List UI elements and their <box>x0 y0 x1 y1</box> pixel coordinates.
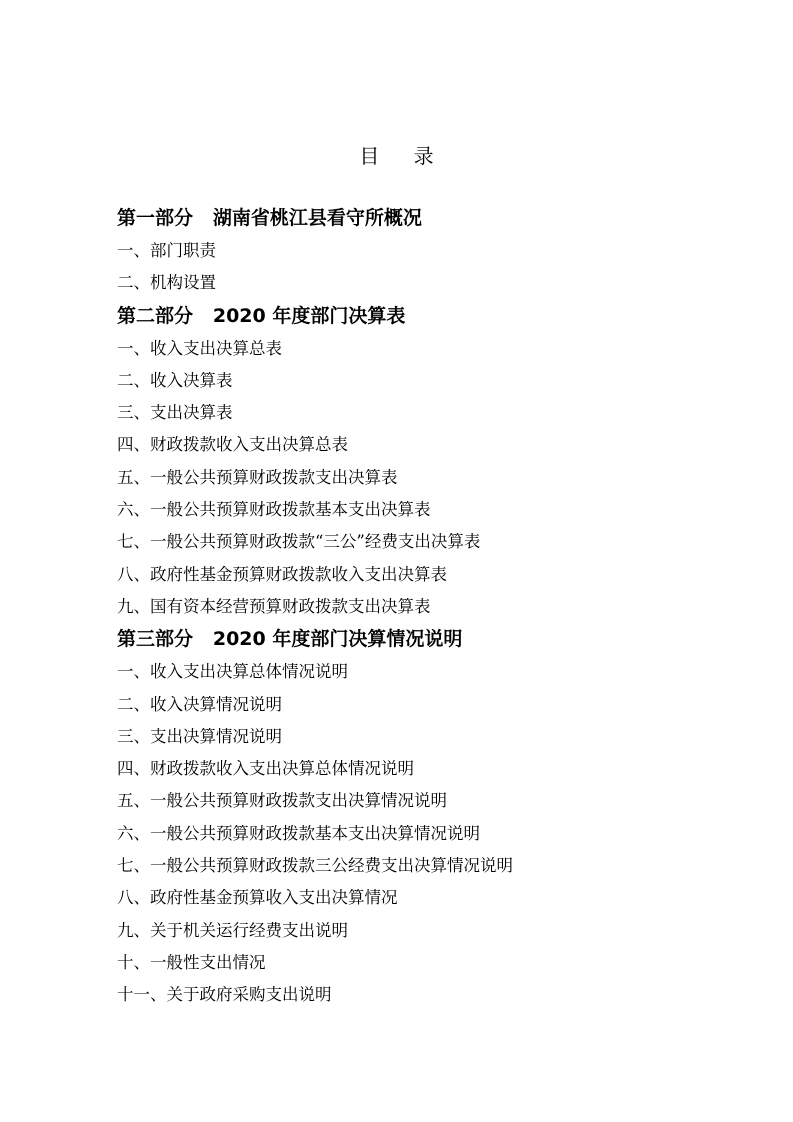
toc-item: 二、收入决算情况说明 <box>117 694 282 714</box>
toc-item: 九、国有资本经营预算财政拨款支出决算表 <box>117 596 431 616</box>
toc-item: 八、政府性基金预算财政拨款收入支出决算表 <box>117 564 447 584</box>
part-1-heading: 第一部分 湖南省桃江县看守所概况 <box>117 207 422 229</box>
toc-item: 四、财政拨款收入支出决算总体情况说明 <box>117 759 414 779</box>
toc-item: 七、一般公共预算财政拨款“三公”经费支出决算表 <box>117 532 481 552</box>
toc-item: 六、一般公共预算财政拨款基本支出决算情况说明 <box>117 823 480 843</box>
document-title: 目 录 <box>359 144 448 168</box>
toc-item: 九、关于机关运行经费支出说明 <box>117 920 348 940</box>
toc-item: 七、一般公共预算财政拨款三公经费支出决算情况说明 <box>117 856 513 876</box>
toc-item: 六、一般公共预算财政拨款基本支出决算表 <box>117 500 431 520</box>
table-of-contents <box>117 202 753 1012</box>
toc-item: 八、政府性基金预算收入支出决算情况 <box>117 888 398 908</box>
toc-item: 一、收入支出决算总表 <box>117 338 282 358</box>
toc-item: 十、一般性支出情况 <box>117 952 266 972</box>
toc-item: 三、支出决算表 <box>117 403 233 423</box>
toc-item: 四、财政拨款收入支出决算总表 <box>117 435 348 455</box>
toc-item: 五、一般公共预算财政拨款支出决算情况说明 <box>117 791 447 811</box>
toc-item: 十一、关于政府采购支出说明 <box>117 985 332 1005</box>
toc-item: 二、机构设置 <box>117 273 216 293</box>
toc-item: 一、收入支出决算总体情况说明 <box>117 662 348 682</box>
toc-item: 三、支出决算情况说明 <box>117 726 282 746</box>
toc-item: 二、收入决算表 <box>117 370 233 390</box>
part-3-heading: 第三部分 2020 年度部门决算情况说明 <box>117 628 463 651</box>
toc-item: 一、部门职责 <box>117 241 216 260</box>
part-2-heading: 第二部分 2020 年度部门决算表 <box>117 304 406 327</box>
toc-item: 五、一般公共预算财政拨款支出决算表 <box>117 467 398 487</box>
